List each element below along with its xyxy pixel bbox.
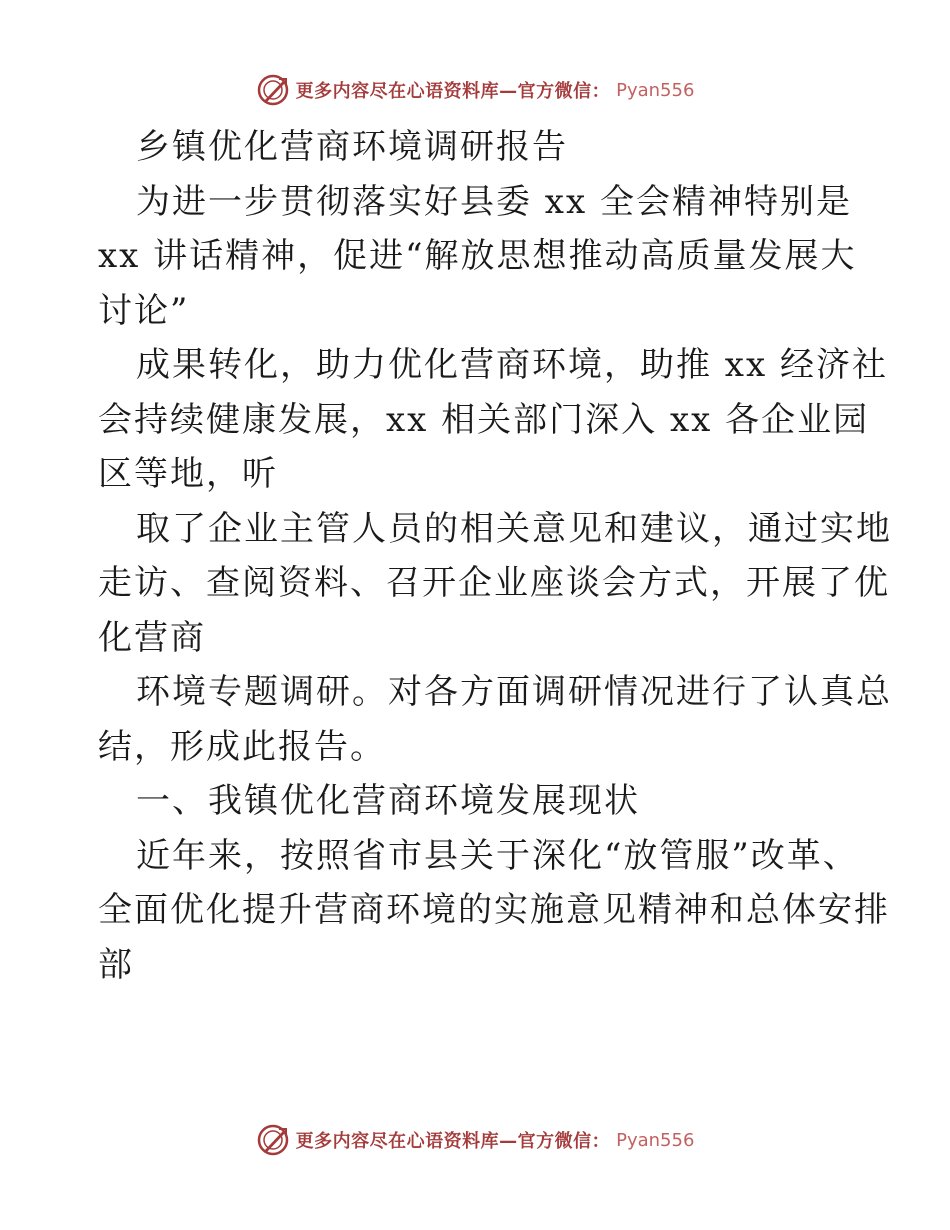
paragraph-line: xx 讲话精神，促进“解放思想推动高质量发展大	[98, 236, 857, 276]
section-heading: 一、我镇优化营商环境发展现状	[136, 781, 640, 821]
document-body	[98, 120, 892, 992]
header-watermark	[0, 68, 950, 112]
paragraph-line: 化营商	[98, 617, 206, 658]
paragraph-line: 近年来，按照省市县关于深化“放管服”改革、	[136, 835, 859, 876]
paragraph-line: 成果转化，助力优化营商环境，助推 xx 经济社	[136, 345, 888, 385]
paragraph-line: 全面优化提升营商环境的实施意见精神和总体安排	[98, 890, 890, 930]
paragraph-line: 走访、查阅资料、召开企业座谈会方式，开展了优	[98, 563, 890, 603]
paragraph-line: 部	[98, 944, 134, 985]
logo-icon	[256, 73, 290, 107]
paragraph-line: 讨论”	[98, 290, 190, 331]
paragraph-line: 区等地，听	[98, 454, 278, 494]
logo-icon	[256, 1123, 290, 1157]
paragraph-line: 为进一步贯彻落实好县委 xx 全会精神特别是	[136, 181, 852, 222]
footer-watermark	[0, 1118, 950, 1162]
document-title: 乡镇优化营商环境调研报告	[136, 127, 568, 167]
watermark-wechat-id: Pyan556	[616, 79, 695, 101]
paragraph-line: 取了企业主管人员的相关意见和建议，通过实地	[136, 508, 892, 549]
paragraph-line: 结，形成此报告。	[98, 726, 386, 767]
paragraph-line: 环境专题调研。对各方面调研情况进行了认真总	[136, 672, 892, 712]
watermark-text: 更多内容尽在心语资料库—官方微信：	[295, 1131, 611, 1152]
watermark-wechat-id: Pyan556	[616, 1129, 695, 1151]
watermark-text: 更多内容尽在心语资料库—官方微信：	[295, 81, 611, 102]
paragraph-line: 会持续健康发展，xx 相关部门深入 xx 各企业园	[98, 399, 870, 440]
